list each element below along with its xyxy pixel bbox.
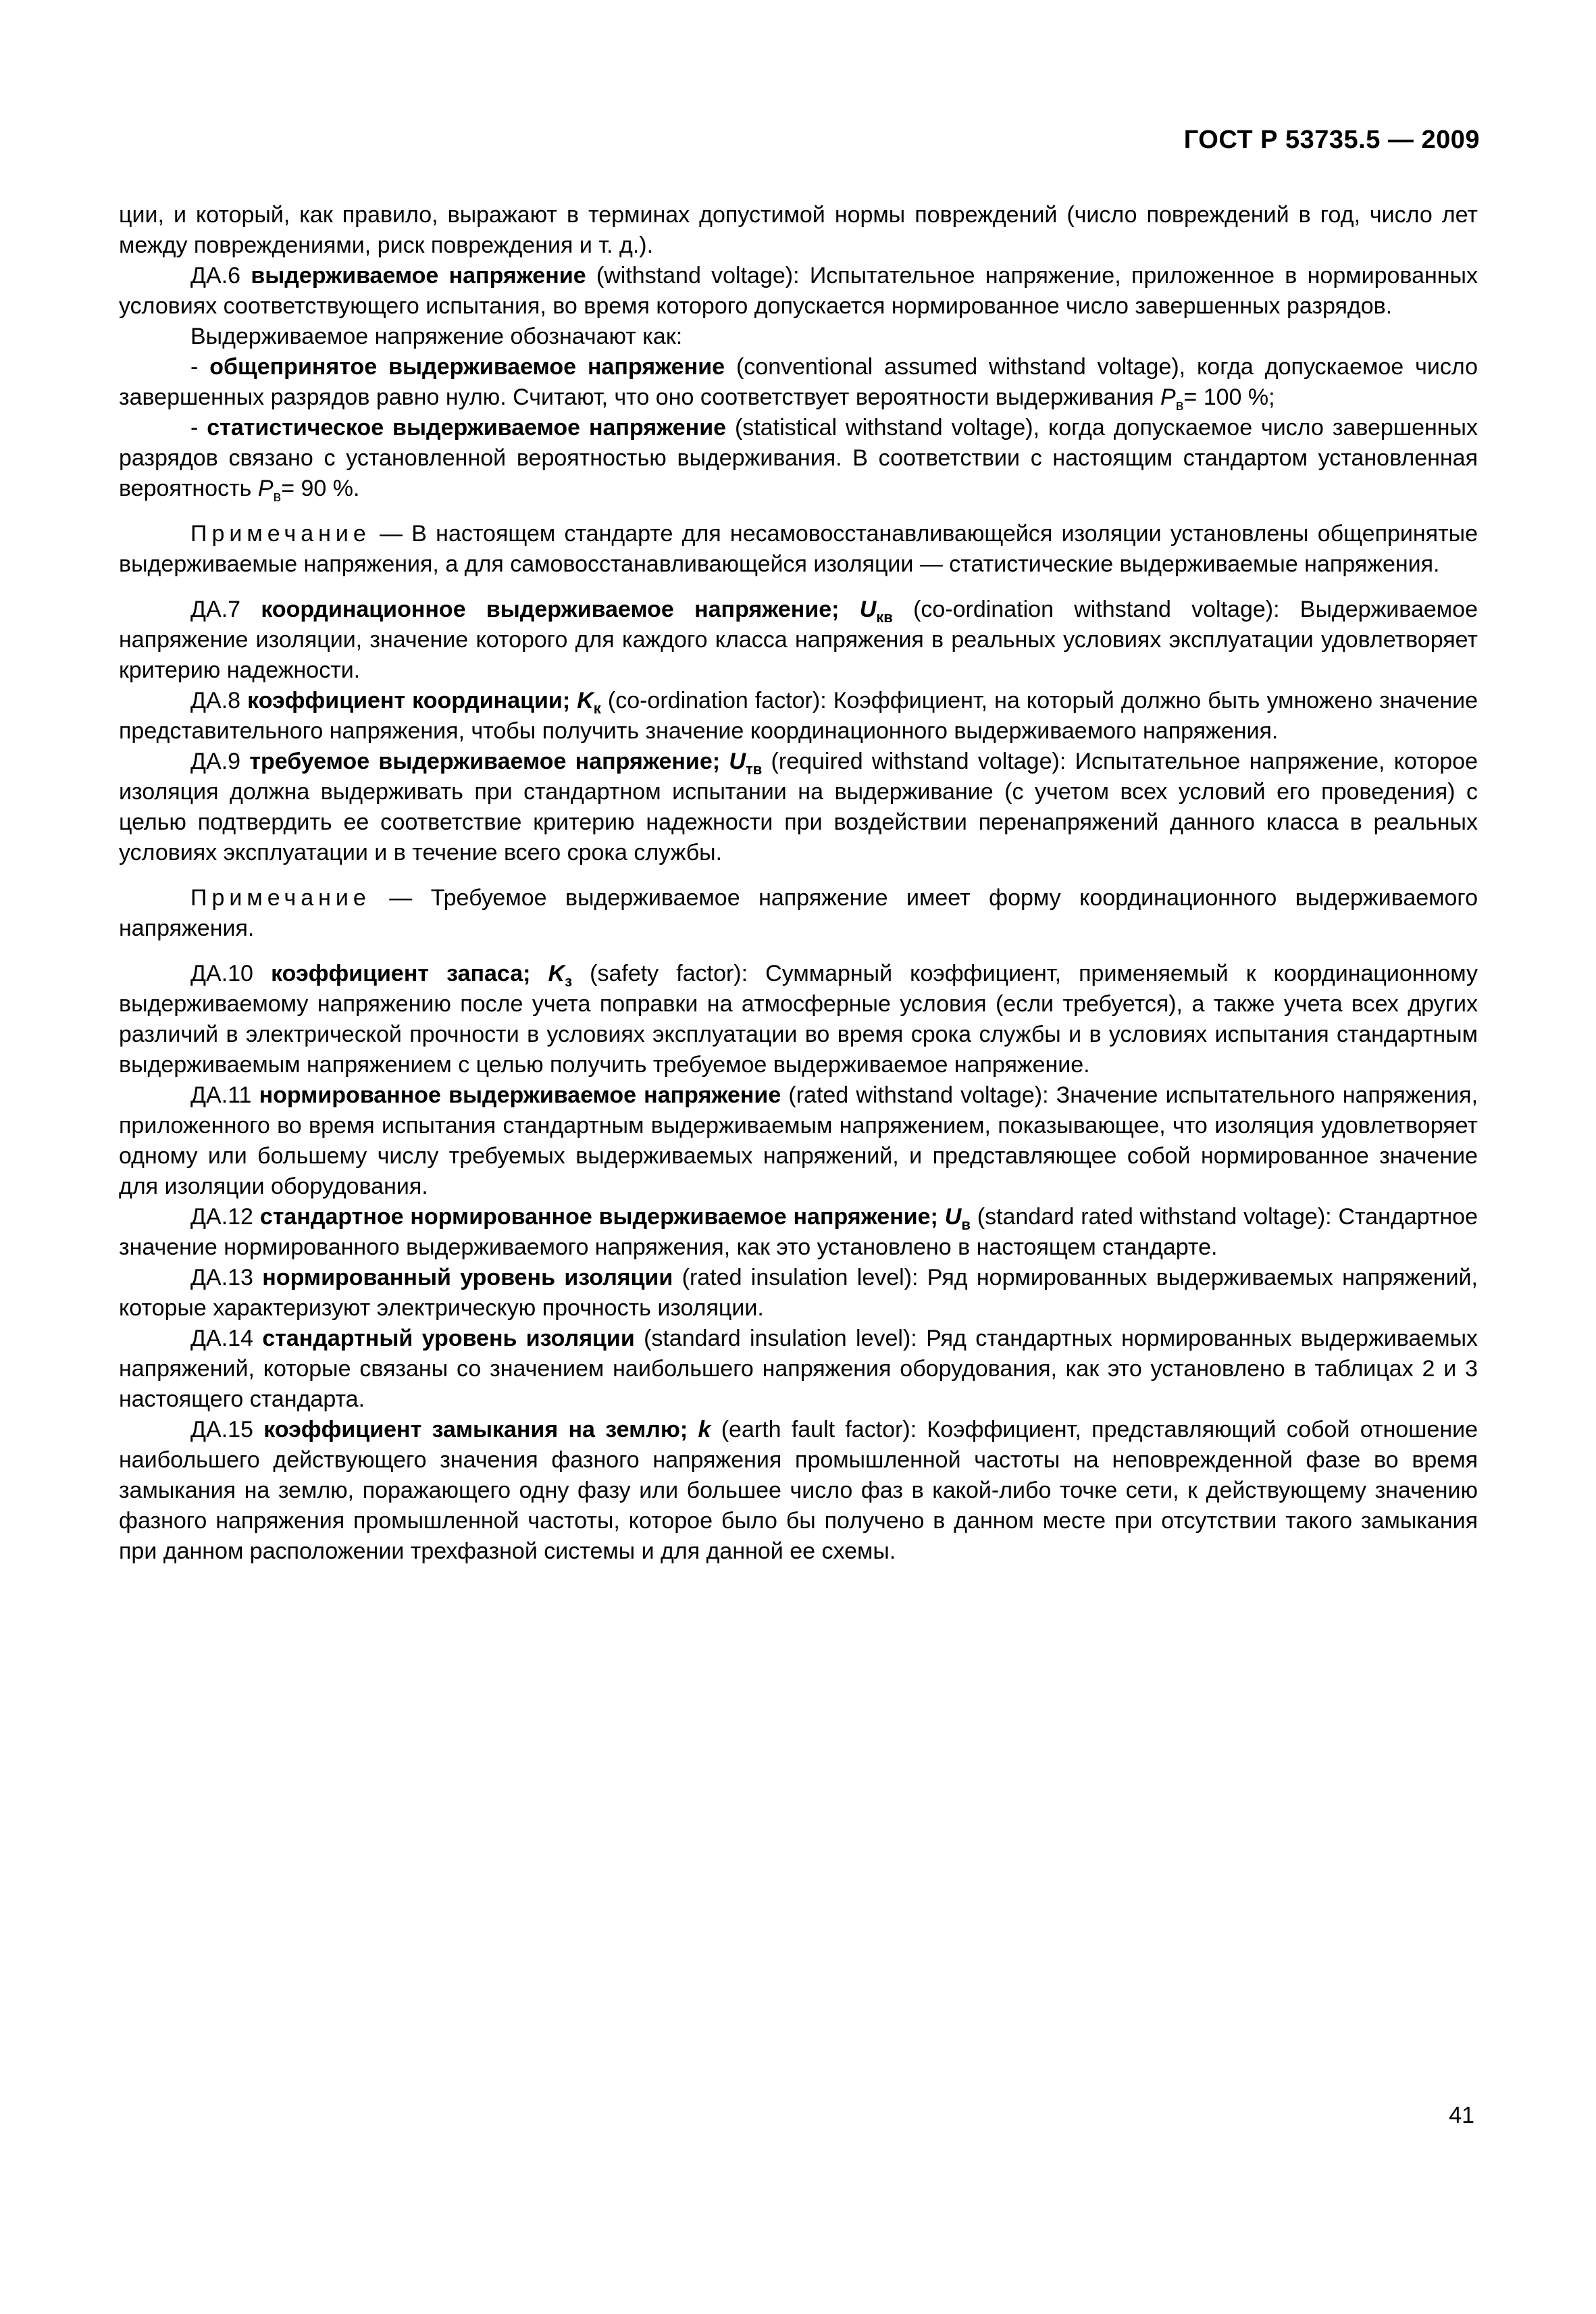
definition-da14	[119, 1324, 1478, 1415]
definition-text: (safety factor): Суммарный коэффициент, применяемый к координационному выдерживаемому напряжению после учета поправки на атмосферные условия (если требуется), а также учета всех других различий в электрической прочности в условиях эксплуатации во время срока службы и в условиях испытания стандартным выдерживаемым напряжением с целью получить требуемое выдерживаемое напряжение.	[119, 961, 1478, 1078]
definition-text: (co-ordination factor): Коэффициент, на который должно быть умножено значение представительного напряжения, чтобы получить значение координационного выдерживаемого напряжения.	[119, 688, 1478, 744]
definition-text: (standard insulation level): Ряд стандартных нормированных выдерживаемых напряжений, которые связаны со значением наибольшего напряжения оборудования, как это установлено в таблицах 2 и 3 настоящего стандарта.	[119, 1326, 1478, 1412]
definition-text: (rated insulation level): Ряд нормированных выдерживаемых напряжений, которые характеризуют электрическую прочность изоляции.	[119, 1265, 1478, 1321]
definition-text: (required withstand voltage): Испытательное напряжение, которое изоляция должна выдерживать при стандартном испытании на выдерживание (с учетом всех условий его проведения) с целью подтвердить ее соответствие критерию надежности при воздействии перенапряжений данного класса в реальных условиях эксплуатации и в течение всего срока службы.	[119, 749, 1478, 865]
term: выдерживаемое напряжение	[251, 263, 586, 288]
term: общепринятое выдерживаемое напряжение	[209, 354, 725, 380]
symbol: U	[729, 749, 746, 774]
definition-text: (statistical withstand voltage), когда допускаемое число завершенных разрядов связано с установленной вероятностью выдерживания. В соответствии с настоящим стандартом установленная вероятность	[119, 415, 1478, 501]
symbol-subscript: в	[1175, 397, 1184, 413]
definition-text: (withstand voltage): Испытательное напряжение, приложенное в нормированных условиях соответствующего испытания, во время которого допускается нормированное число завершенных разрядов.	[119, 263, 1478, 319]
page-number: 41	[1449, 2103, 1474, 2128]
term: коэффициент координации;	[247, 688, 577, 713]
term: стандартный уровень изоляции	[262, 1326, 635, 1351]
note-label: Примечание	[190, 885, 371, 911]
clause-number: ДА.7	[190, 597, 241, 622]
clause-number: ДА.15	[190, 1417, 253, 1442]
definition-text: (earth fault factor): Коэффициент, представляющий собой отношение наибольшего действующего значения фазного напряжения промышленной частоты на неповрежденной фазе во время замыкания на землю, поражающего одну фазу или большее число фаз в какой-либо точке сети, к действующему значению фазного напряжения промышленной частоты, которое было бы получено в данном месте при отсутствии такого замыкания при данном расположении трехфазной системы и для данной ее схемы.	[119, 1417, 1478, 1564]
symbol: P	[257, 476, 274, 501]
definition-da6	[119, 261, 1478, 322]
definition-da15	[119, 1415, 1478, 1567]
term: нормированное выдерживаемое напряжение	[259, 1082, 781, 1108]
intro-paragraph: Выдерживаемое напряжение обозначают как:	[190, 324, 683, 349]
clause-number: ДА.14	[190, 1326, 253, 1351]
symbol: K	[548, 961, 565, 986]
symbol: U	[944, 1204, 962, 1230]
clause-number: ДА.11	[190, 1082, 252, 1108]
term: статистическое выдерживаемое напряжение	[207, 415, 727, 441]
clause-number: ДА.9	[190, 749, 241, 774]
term: требуемое выдерживаемое напряжение;	[249, 749, 729, 774]
symbol: K	[577, 688, 594, 713]
term: координационное выдерживаемое напряжение;	[261, 597, 860, 622]
paragraph-continuation: ции, и который, как правило, выражают в терминах допустимой нормы повреждений (число повреждений в год, число лет между повреждениями, риск повреждения и т. д.).	[119, 202, 1478, 258]
term: коэффициент запаса;	[271, 961, 548, 986]
term: нормированный уровень изоляции	[262, 1265, 673, 1290]
clause-number: ДА.13	[190, 1265, 253, 1290]
definition-text: (co-ordination withstand voltage): Выдерживаемое напряжение изоляции, значение которого для каждого класса напряжения в реальных условиях эксплуатации удовлетворяет критерию надежности.	[119, 597, 1478, 683]
clause-number: ДА.12	[190, 1204, 253, 1230]
definition-text: (rated withstand voltage): Значение испытательного напряжения, приложенного во время испытания стандартным выдерживаемым напряжением, показывающее, что изоляция удовлетворяет одному или большему числу требуемых выдерживаемых напряжений, и представляющее собой нормированное значение для изоляции оборудования.	[119, 1082, 1478, 1199]
note-label: Примечание	[190, 521, 371, 547]
definition-text: (standard rated withstand voltage): Стандартное значение нормированного выдерживаемого напряжения, как это установлено в настоящем стандарте.	[119, 1204, 1478, 1260]
definition-da7	[119, 595, 1478, 686]
definition-da12	[119, 1202, 1478, 1263]
list-item-statistical: - статистическое выдерживаемое напряжение (statistical withstand voltage), когда допускаемое число завершенных разрядов связано с установленной вероятностью выдерживания. В соответствии с настоящим стандартом установленная вероятность $P_в= 90$ %.	[119, 415, 1478, 505]
term: стандартное нормированное выдерживаемое напряжение;	[259, 1204, 945, 1230]
note-1	[119, 519, 1478, 580]
note-2	[119, 883, 1478, 944]
definition-text: (conventional assumed withstand voltage), когда допускаемое число завершенных разрядов равно нулю. Считают, что оно соответствует вероятности выдерживания	[119, 354, 1478, 410]
clause-number: ДА.10	[190, 961, 253, 986]
symbol: U	[859, 597, 877, 622]
clause-number: ДА.8	[190, 688, 241, 713]
symbol-subscript: к	[593, 700, 601, 717]
term: коэффициент замыкания на землю;	[263, 1417, 698, 1442]
definition-da13	[119, 1263, 1478, 1324]
document-header: ГОСТ Р 53735.5 — 2009	[1183, 126, 1480, 154]
symbol: P	[1160, 384, 1176, 410]
definition-da10	[119, 959, 1478, 1080]
note-text: — Требуемое выдерживаемое напряжение имеет форму координационного выдерживаемого напряжения.	[119, 885, 1478, 941]
symbol: k	[698, 1417, 711, 1442]
list-item-conventional: - общепринятое выдерживаемое напряжение (conventional assumed withstand voltage), когда допускаемое число завершенных разрядов равно нулю. Считают, что оно соответствует вероятности выдерживания $P_в= 100$ %;	[119, 354, 1478, 413]
symbol-subscript: кв	[876, 609, 893, 626]
symbol-subscript: з	[565, 973, 573, 990]
note-text: — В настоящем стандарте для несамовосстанавливающейся изоляции установлены общепринятые выдерживаемые напряжения, а для самовосстанавливающейся изоляции — статистические выдерживаемые напряжения.	[119, 521, 1478, 577]
definition-da11	[119, 1080, 1478, 1202]
definition-da8	[119, 686, 1478, 747]
clause-number: ДА.6	[190, 263, 241, 288]
symbol-subscript: в	[961, 1216, 971, 1233]
symbol-subscript: в	[273, 488, 282, 505]
symbol-subscript: тв	[745, 761, 763, 778]
document-body	[119, 200, 1478, 1567]
definition-da9	[119, 747, 1478, 868]
